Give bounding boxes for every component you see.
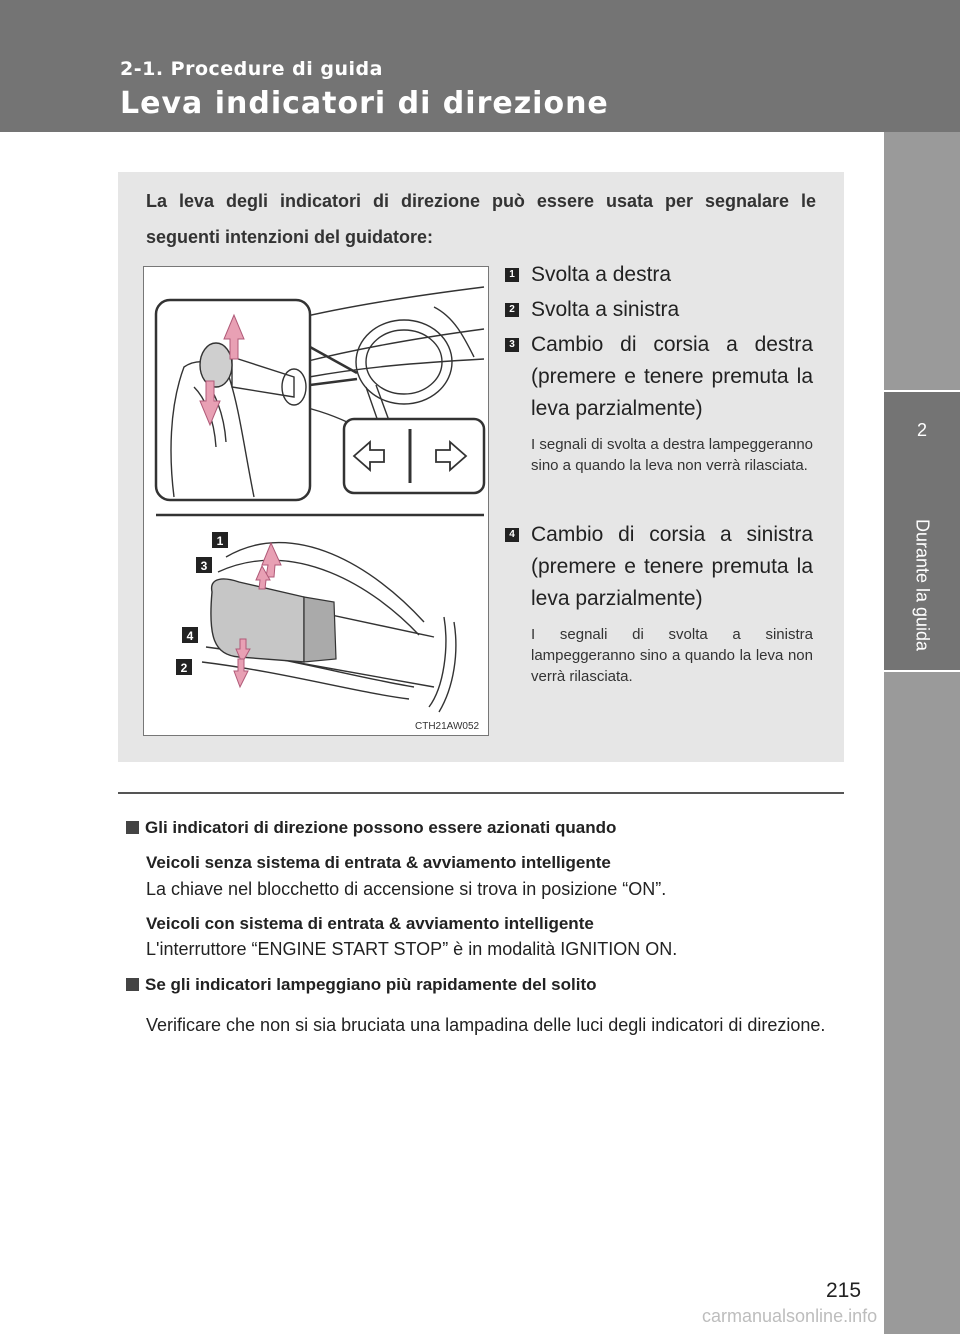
note-text: La chiave nel blocchetto di accensione si trova in posizione “ON”. [146, 879, 667, 899]
callout-label: 3 [200, 559, 208, 573]
list-item [505, 259, 813, 291]
item-note: I segnali di svolta a destra lampeggeranno sino a quando la leva non verrà rilasciata. [531, 436, 813, 474]
chapter-number: 2 [916, 420, 927, 440]
section-divider [118, 792, 844, 794]
lever-drawing [144, 267, 488, 735]
section-label: 2-1. Procedure di guida [120, 58, 383, 80]
lever-knob [200, 343, 232, 387]
list-item [505, 519, 813, 615]
item-number-badge: 2 [505, 303, 519, 317]
chapter-name: Durante la guida [912, 518, 933, 652]
square-bullet-icon [126, 978, 139, 991]
note-text: L'interruttore “ENGINE START STOP” è in modalità IGNITION ON. [146, 939, 678, 959]
item-text: Cambio di corsia a destra (premere e tenere premuta la leva parzialmente) [531, 333, 813, 420]
item-text: Svolta a destra [531, 263, 672, 286]
note-heading: Se gli indicatori lampeggiano più rapidamente del solito [126, 975, 597, 995]
item-text: Cambio di corsia a sinistra (premere e tenere premuta la leva parzialmente) [531, 523, 813, 610]
arrow-down-icon [234, 659, 248, 687]
item-number-badge: 1 [505, 268, 519, 282]
note-text: Verificare che non si sia bruciata una lampadina delle luci degli indicatori di direzione. [146, 1015, 826, 1035]
page-title: Leva indicatori di direzione [120, 86, 609, 121]
item-number-badge: 4 [505, 528, 519, 542]
note-subtitle: Veicoli senza sistema di entrata & avviamento intelligente [146, 853, 611, 872]
page-header [0, 0, 960, 132]
callout-label: 1 [216, 534, 224, 548]
lever-collar [304, 597, 336, 662]
side-tab-spacer [884, 132, 960, 390]
list-item [505, 294, 813, 326]
list-item [505, 329, 813, 425]
callout-label: 2 [180, 661, 188, 675]
square-bullet-icon [126, 821, 139, 834]
lever-body [211, 579, 304, 662]
item-number-badge: 3 [505, 338, 519, 352]
inset-pointer [310, 379, 357, 385]
side-tab-spacer [884, 672, 960, 1334]
panel-intro: La leva degli indicatori di direzione può essere usata per segnalare le seguenti intenzioni del guidatore: [146, 191, 816, 247]
note-heading: Gli indicatori di direzione possono essere azionati quando [126, 818, 616, 838]
page-number: 215 [826, 1279, 862, 1302]
item-note: I segnali di svolta a sinistra lampeggeranno sino a quando la leva non verrà rilasciata. [531, 626, 813, 685]
turn-signal-lever-illustration [143, 266, 489, 736]
note-subtitle: Veicoli con sistema di entrata & avviamento intelligente [146, 914, 594, 933]
callout-label: 4 [186, 629, 194, 643]
item-text: Svolta a sinistra [531, 298, 680, 321]
watermark: carmanualsonline.info [702, 1306, 878, 1326]
figure-code: CTH21AW052 [415, 721, 480, 732]
